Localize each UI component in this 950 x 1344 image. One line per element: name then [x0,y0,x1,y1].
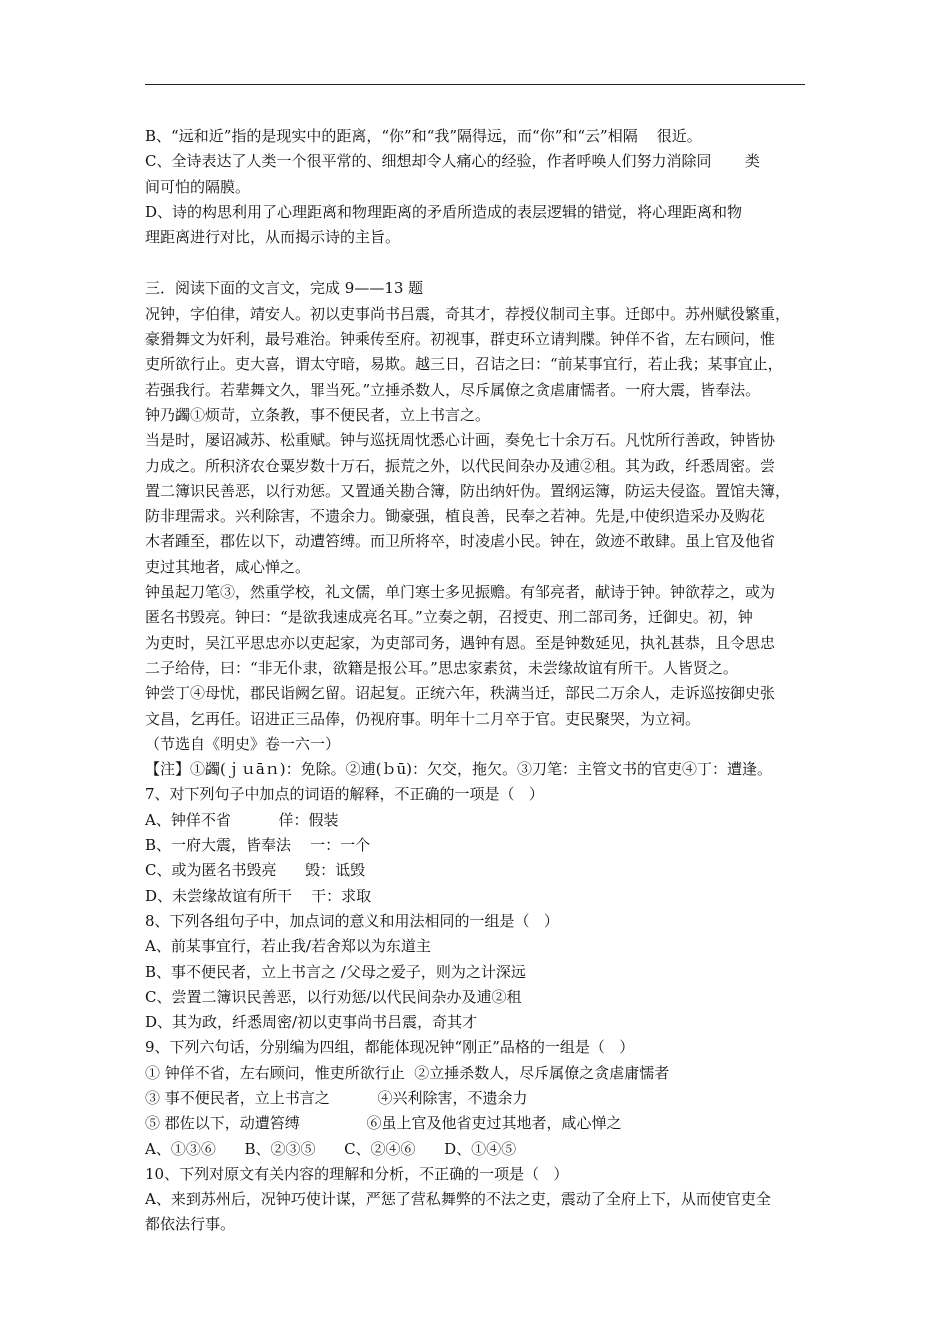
text-line: 10、下列对原文有关内容的理解和分析，不正确的一项是（ ） [145,1164,569,1183]
text-line: B、事不便民者，立上书言之 /父母之爱子，则为之计深远 [145,962,526,981]
text-line: C、或为匿名书毁亮 毁：诋毁 [145,861,366,880]
text-line: 【注】①蠲(ｊｕāｎ)：免除。②逋(ｂū)：欠交，拖欠。③刀笔：主管文书的官吏④丁：遭逢。 [145,760,773,779]
text-line: A、钟佯不省 佯：假装 [145,810,339,829]
text-line: 当是时，屡诏减苏、松重赋。钟与巡抚周忱悉心计画，奏免七十余万石。凡忱所行善政，钟皆协 [145,431,776,450]
text-line: D、未尝缘故谊有所干 干：求取 [145,886,372,905]
text-line: 木者踵至，郡佐以下，动遭笞缚。而卫所将卒，时凌虐小民。钟在，敛迹不敢肆。虽上官及他省 [145,532,776,551]
text-line: 9、下列六句话，分别编为四组，都能体现况钟“刚正”品格的一组是（ ） [145,1038,635,1057]
text-line: D、诗的构思利用了心理距离和物理距离的矛盾所造成的表层逻辑的错觉，将心理距离和物 [145,202,743,221]
options-block-prev [145,124,810,250]
text-line: D、其为政，纤悉周密/初以吏事尚书吕震，奇其才 [145,1013,478,1032]
text-line: 理距离进行对比，从而揭示诗的主旨。 [145,228,401,247]
text-line: 8、下列各组句子中，加点词的意义和用法相同的一组是（ ） [145,911,559,930]
text-line: 文昌，乞再任。诏进正三品俸，仍视府事。明年十二月卒于官。吏民聚哭，为立祠。 [145,709,701,728]
text-line: 为吏时，吴江平思忠亦以吏起家，为吏部司务，遇钟有恩。至是钟数延见，执礼甚恭，且令思忠 [145,633,776,652]
text-line: 钟乃蠲①烦苛，立条教，事不便民者，立上书言之。 [145,405,491,424]
text-line: 力成之。所积济农仓粟岁数十万石，振荒之外，以代民间杂办及逋②租。其为政，纤悉周密。尝 [145,456,776,475]
section-gap [145,250,810,276]
text-line: ⑤ 郡佐以下，动遭笞缚 ⑥虽上官及他省吏过其地者，咸心惮之 [145,1114,622,1133]
text-line: A、①③⑥ B、②③⑤ C、②④⑥ D、①④⑤ [145,1139,517,1158]
text-line: （节选自《明史》卷一六一） [145,734,341,753]
text-line: 二子给侍，曰：“非无仆隶，欲籍是报公耳。”思忠家素贫，未尝缘故谊有所干。人皆贤之。 [145,658,738,677]
text-line: 吏所欲行止。吏大喜，谓太守暗，易欺。越三日，召诘之曰：“前某事宜行，若止我；某事宜止， [145,355,783,374]
text-line: C、全诗表达了人类一个很平常的、细想却令人痛心的经验，作者呼唤人们努力消除同 类 [145,152,760,171]
text-line: B、一府大震，皆奉法 一：一个 [145,836,371,855]
text-line: ③ 事不便民者，立上书言之 ④兴利除害，不遗余力 [145,1088,528,1107]
text-line: 三．阅读下面的文言文，完成 9——13 题 [145,279,424,298]
text-line: 豪猾舞文为奸利，最号难治。钟乘传至府。初视事，群吏环立请判牒。钟佯不省，左右顾问，惟 [145,330,776,349]
text-line: A、来到苏州后，况钟巧使计谋，严惩了营私舞弊的不法之吏，震动了全府上下，从而使官吏全 [145,1190,771,1209]
text-line: 7、对下列句子中加点的词语的解释，不正确的一项是（ ） [145,785,544,804]
classical-reading-section [145,276,810,1237]
document-body [145,124,810,1238]
text-line: 吏过其地者，咸心惮之。 [145,557,311,576]
text-line: 都依法行事。 [145,1215,236,1234]
text-line: C、尝置二簿识民善恶，以行劝惩/以代民间杂办及逋②租 [145,987,522,1006]
text-line: 若强我行。若辈舞文久，罪当死。”立捶杀数人，尽斥属僚之贪虐庸懦者。一府大震，皆奉法。 [145,380,761,399]
text-line: B、“远和近”指的是现实中的距离，“你”和“我”隔得远，而“你”和“云”相隔 很近。 [145,127,702,145]
text-line: 防非理需求。兴利除害，不遗余力。锄豪强，植良善，民奉之若神。先是,中使织造采办及购花 [145,507,765,526]
text-line: A、前某事宜行，若止我/若舍郑以为东道主 [145,937,431,956]
text-line: 间可怕的隔膜。 [145,177,251,196]
text-line: 匿名书毁亮。钟曰：“是欲我速成亮名耳。”立奏之朝，召授吏、刑二部司务，迁御史。初，钟 [145,608,753,627]
text-line: ① 钟佯不省，左右顾问，惟吏所欲行止 ②立捶杀数人，尽斥属僚之贪虐庸懦者 [145,1063,670,1082]
text-line: 况钟，字伯律，靖安人。初以吏事尚书吕震，奇其才，荐授仪制司主事。迁郎中。苏州赋役繁重， [145,304,791,323]
text-line: 钟虽起刀笔③，然重学校，礼文儒，单门寒士多见振赡。有邹亮者，献诗于钟。钟欲荐之，或为 [145,583,776,602]
text-line: 置二簿识民善恶，以行劝惩。又置通关勘合簿，防出纳奸伪。置纲运簿，防运夫侵盗。置馆夫簿， [145,481,791,500]
header-rule [145,84,805,85]
text-line: 钟尝丁④母忧，郡民诣阙乞留。诏起复。正统六年，秩满当迁，部民二万余人，走诉巡按御史张 [145,684,776,703]
